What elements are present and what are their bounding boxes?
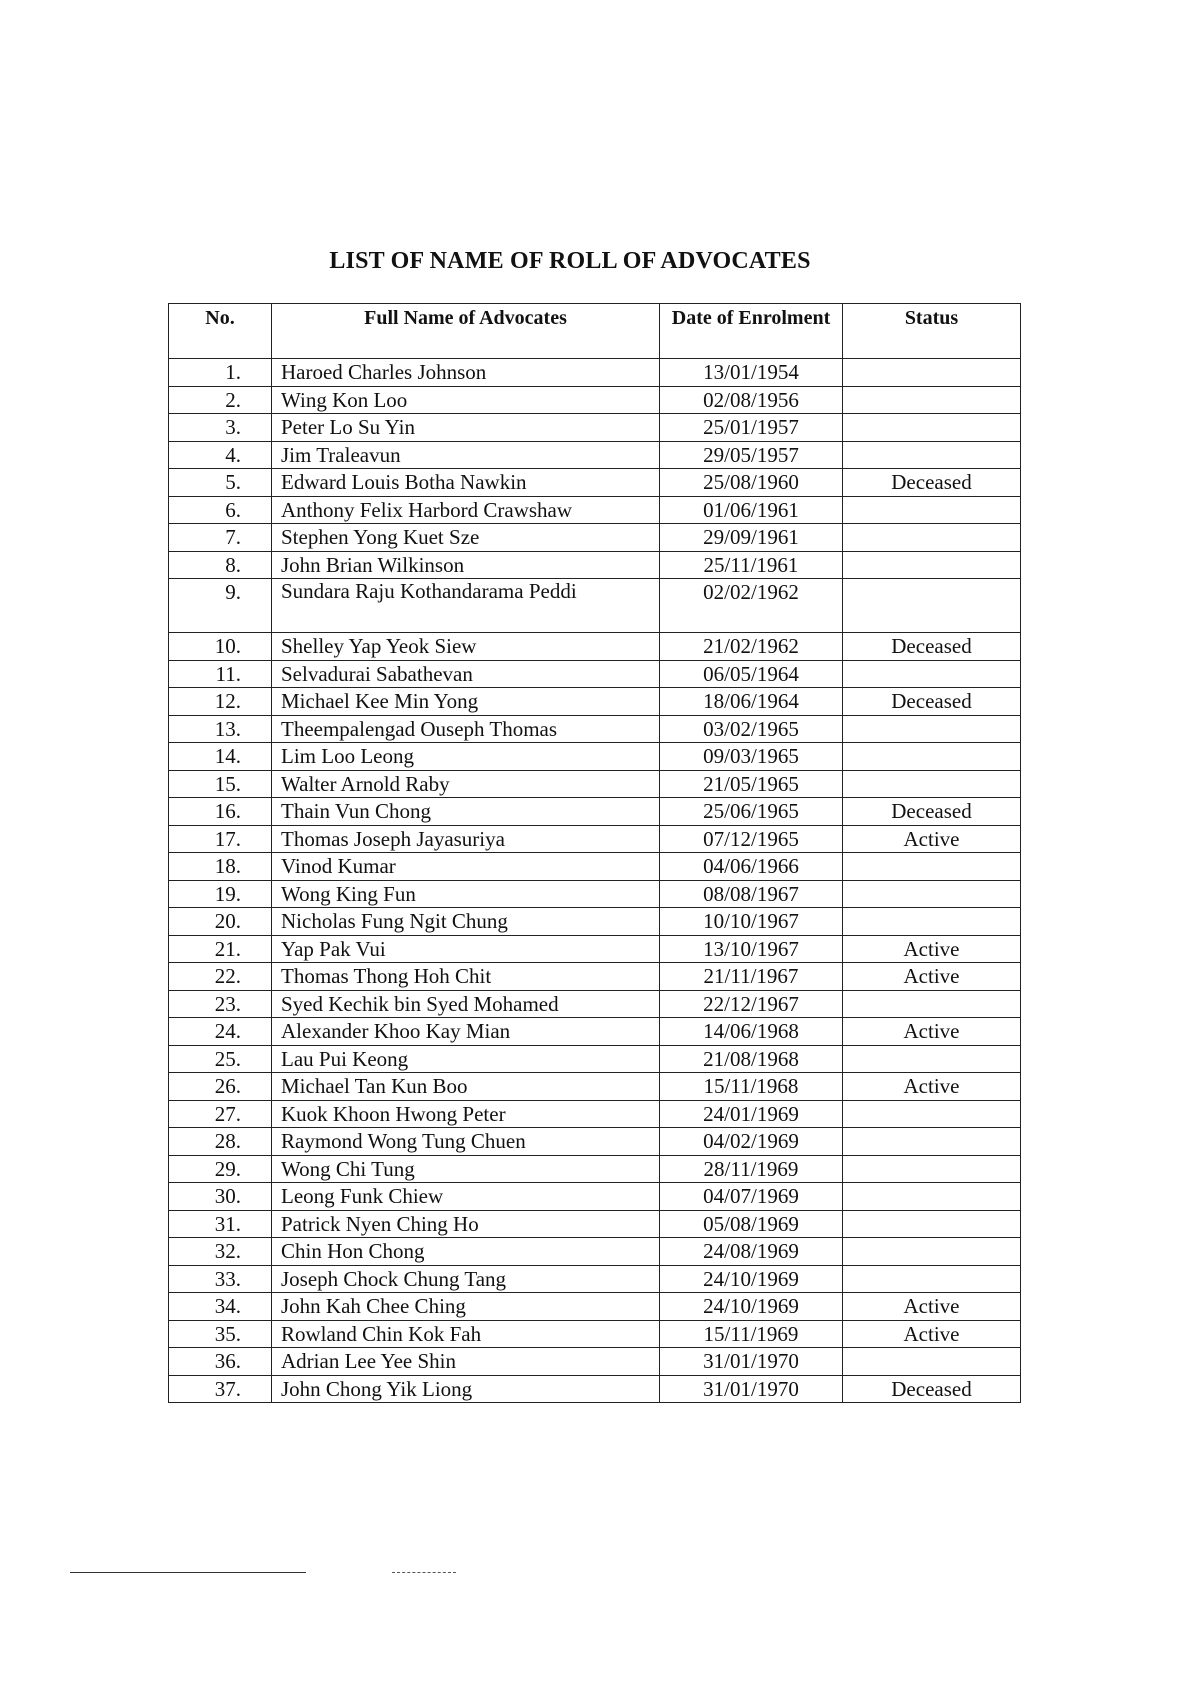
row-number: 18. — [169, 853, 272, 881]
advocate-name: Thain Vun Chong — [272, 798, 660, 826]
status-value: Deceased — [843, 633, 1021, 661]
enrolment-date: 18/06/1964 — [660, 688, 843, 716]
footnote-rule — [70, 1572, 306, 1573]
row-number: 22. — [169, 963, 272, 991]
footnote-dash — [392, 1572, 456, 1573]
status-value: Active — [843, 1320, 1021, 1348]
advocate-name: John Chong Yik Liong — [272, 1375, 660, 1403]
advocate-name: Walter Arnold Raby — [272, 770, 660, 798]
enrolment-date: 15/11/1969 — [660, 1320, 843, 1348]
status-value — [843, 414, 1021, 442]
table-row — [169, 743, 1021, 771]
status-value — [843, 1265, 1021, 1293]
table-row — [169, 770, 1021, 798]
enrolment-date: 02/08/1956 — [660, 386, 843, 414]
enrolment-date: 29/05/1957 — [660, 441, 843, 469]
table-row — [169, 1128, 1021, 1156]
enrolment-date: 14/06/1968 — [660, 1018, 843, 1046]
row-number: 13. — [169, 715, 272, 743]
table-row — [169, 579, 1021, 633]
row-number: 9. — [169, 579, 272, 633]
header-status: Status — [843, 304, 1021, 359]
status-value — [843, 1100, 1021, 1128]
status-value: Active — [843, 963, 1021, 991]
enrolment-date: 21/05/1965 — [660, 770, 843, 798]
table-row — [169, 524, 1021, 552]
enrolment-date: 31/01/1970 — [660, 1348, 843, 1376]
table-row — [169, 1238, 1021, 1266]
enrolment-date: 04/06/1966 — [660, 853, 843, 881]
table-row — [169, 1045, 1021, 1073]
row-number: 25. — [169, 1045, 272, 1073]
advocate-name: Syed Kechik bin Syed Mohamed — [272, 990, 660, 1018]
row-number: 16. — [169, 798, 272, 826]
status-value — [843, 1155, 1021, 1183]
advocate-name: Lau Pui Keong — [272, 1045, 660, 1073]
advocate-name: Edward Louis Botha Nawkin — [272, 469, 660, 497]
advocate-name: Haroed Charles Johnson — [272, 359, 660, 387]
table-row — [169, 825, 1021, 853]
status-value — [843, 441, 1021, 469]
row-number: 37. — [169, 1375, 272, 1403]
status-value — [843, 715, 1021, 743]
table-row — [169, 1100, 1021, 1128]
table-header-row — [169, 304, 1021, 359]
table-row — [169, 551, 1021, 579]
table-row — [169, 469, 1021, 497]
table-row — [169, 908, 1021, 936]
header-full-name: Full Name of Advocates — [272, 304, 660, 359]
status-value: Active — [843, 1293, 1021, 1321]
row-number: 33. — [169, 1265, 272, 1293]
advocate-name: Thomas Thong Hoh Chit — [272, 963, 660, 991]
advocate-name: Joseph Chock Chung Tang — [272, 1265, 660, 1293]
advocate-name: Leong Funk Chiew — [272, 1183, 660, 1211]
table-row — [169, 386, 1021, 414]
row-number: 24. — [169, 1018, 272, 1046]
advocate-name: Selvadurai Sabathevan — [272, 660, 660, 688]
row-number: 23. — [169, 990, 272, 1018]
page-title: LIST OF NAME OF ROLL OF ADVOCATES — [329, 248, 811, 274]
advocate-name: Sundara Raju Kothandarama Peddi — [272, 579, 660, 633]
enrolment-date: 25/08/1960 — [660, 469, 843, 497]
status-value — [843, 496, 1021, 524]
table-row — [169, 496, 1021, 524]
status-value — [843, 551, 1021, 579]
table-row — [169, 1018, 1021, 1046]
advocate-name: Theempalengad Ouseph Thomas — [272, 715, 660, 743]
row-number: 28. — [169, 1128, 272, 1156]
header-no: No. — [169, 304, 272, 359]
advocate-name: Alexander Khoo Kay Mian — [272, 1018, 660, 1046]
status-value — [843, 770, 1021, 798]
advocate-name: Kuok Khoon Hwong Peter — [272, 1100, 660, 1128]
table-row — [169, 853, 1021, 881]
table-row — [169, 935, 1021, 963]
enrolment-date: 06/05/1964 — [660, 660, 843, 688]
table-row — [169, 1183, 1021, 1211]
status-value — [843, 359, 1021, 387]
table-row — [169, 1073, 1021, 1101]
advocate-name: Vinod Kumar — [272, 853, 660, 881]
enrolment-date: 25/01/1957 — [660, 414, 843, 442]
advocates-table — [168, 303, 1021, 1403]
status-value — [843, 880, 1021, 908]
status-value: Deceased — [843, 469, 1021, 497]
table-row — [169, 798, 1021, 826]
enrolment-date: 21/11/1967 — [660, 963, 843, 991]
row-number: 29. — [169, 1155, 272, 1183]
enrolment-date: 24/08/1969 — [660, 1238, 843, 1266]
table-row — [169, 688, 1021, 716]
enrolment-date: 04/07/1969 — [660, 1183, 843, 1211]
row-number: 11. — [169, 660, 272, 688]
row-number: 21. — [169, 935, 272, 963]
row-number: 31. — [169, 1210, 272, 1238]
table-row — [169, 1293, 1021, 1321]
header-date-of-enrolment: Date of Enrolment — [660, 304, 843, 359]
enrolment-date: 21/08/1968 — [660, 1045, 843, 1073]
enrolment-date: 02/02/1962 — [660, 579, 843, 633]
status-value — [843, 579, 1021, 633]
status-value — [843, 743, 1021, 771]
enrolment-date: 09/03/1965 — [660, 743, 843, 771]
status-value: Active — [843, 1073, 1021, 1101]
table-row — [169, 1265, 1021, 1293]
enrolment-date: 24/01/1969 — [660, 1100, 843, 1128]
table-row — [169, 1155, 1021, 1183]
row-number: 4. — [169, 441, 272, 469]
table-row — [169, 359, 1021, 387]
enrolment-date: 01/06/1961 — [660, 496, 843, 524]
table-row — [169, 1348, 1021, 1376]
advocate-name: Michael Kee Min Yong — [272, 688, 660, 716]
advocate-name: Raymond Wong Tung Chuen — [272, 1128, 660, 1156]
advocate-name: Stephen Yong Kuet Sze — [272, 524, 660, 552]
row-number: 5. — [169, 469, 272, 497]
enrolment-date: 22/12/1967 — [660, 990, 843, 1018]
status-value: Active — [843, 935, 1021, 963]
enrolment-date: 25/11/1961 — [660, 551, 843, 579]
advocate-name: Chin Hon Chong — [272, 1238, 660, 1266]
enrolment-date: 07/12/1965 — [660, 825, 843, 853]
row-number: 34. — [169, 1293, 272, 1321]
advocate-name: Rowland Chin Kok Fah — [272, 1320, 660, 1348]
row-number: 20. — [169, 908, 272, 936]
enrolment-date: 21/02/1962 — [660, 633, 843, 661]
row-number: 10. — [169, 633, 272, 661]
advocate-name: Peter Lo Su Yin — [272, 414, 660, 442]
enrolment-date: 04/02/1969 — [660, 1128, 843, 1156]
enrolment-date: 13/10/1967 — [660, 935, 843, 963]
row-number: 26. — [169, 1073, 272, 1101]
status-value — [843, 1238, 1021, 1266]
advocate-name: Patrick Nyen Ching Ho — [272, 1210, 660, 1238]
enrolment-date: 05/08/1969 — [660, 1210, 843, 1238]
enrolment-date: 10/10/1967 — [660, 908, 843, 936]
row-number: 2. — [169, 386, 272, 414]
row-number: 32. — [169, 1238, 272, 1266]
status-value — [843, 524, 1021, 552]
advocate-name: Thomas Joseph Jayasuriya — [272, 825, 660, 853]
row-number: 6. — [169, 496, 272, 524]
advocate-name: Nicholas Fung Ngit Chung — [272, 908, 660, 936]
status-value — [843, 386, 1021, 414]
row-number: 30. — [169, 1183, 272, 1211]
table-row — [169, 1320, 1021, 1348]
advocate-name: John Kah Chee Ching — [272, 1293, 660, 1321]
enrolment-date: 24/10/1969 — [660, 1293, 843, 1321]
enrolment-date: 28/11/1969 — [660, 1155, 843, 1183]
row-number: 17. — [169, 825, 272, 853]
row-number: 8. — [169, 551, 272, 579]
advocate-name: Lim Loo Leong — [272, 743, 660, 771]
status-value: Active — [843, 1018, 1021, 1046]
row-number: 27. — [169, 1100, 272, 1128]
table-row — [169, 1210, 1021, 1238]
status-value: Deceased — [843, 798, 1021, 826]
table-row — [169, 660, 1021, 688]
advocate-name: Shelley Yap Yeok Siew — [272, 633, 660, 661]
advocate-name: Wong King Fun — [272, 880, 660, 908]
enrolment-date: 08/08/1967 — [660, 880, 843, 908]
enrolment-date: 15/11/1968 — [660, 1073, 843, 1101]
row-number: 12. — [169, 688, 272, 716]
status-value — [843, 853, 1021, 881]
table-row — [169, 441, 1021, 469]
advocate-name: Michael Tan Kun Boo — [272, 1073, 660, 1101]
table-row — [169, 414, 1021, 442]
advocate-name: Yap Pak Vui — [272, 935, 660, 963]
table-row — [169, 880, 1021, 908]
enrolment-date: 25/06/1965 — [660, 798, 843, 826]
status-value — [843, 1128, 1021, 1156]
status-value — [843, 1210, 1021, 1238]
table-row — [169, 715, 1021, 743]
status-value: Active — [843, 825, 1021, 853]
enrolment-date: 24/10/1969 — [660, 1265, 843, 1293]
advocates-table-body — [169, 359, 1021, 1403]
status-value — [843, 990, 1021, 1018]
row-number: 36. — [169, 1348, 272, 1376]
status-value — [843, 660, 1021, 688]
row-number: 19. — [169, 880, 272, 908]
advocate-name: Wong Chi Tung — [272, 1155, 660, 1183]
advocate-name: John Brian Wilkinson — [272, 551, 660, 579]
table-row — [169, 633, 1021, 661]
status-value: Deceased — [843, 688, 1021, 716]
status-value — [843, 1348, 1021, 1376]
row-number: 14. — [169, 743, 272, 771]
status-value — [843, 1183, 1021, 1211]
row-number: 7. — [169, 524, 272, 552]
advocate-name: Adrian Lee Yee Shin — [272, 1348, 660, 1376]
table-row — [169, 963, 1021, 991]
table-row — [169, 1375, 1021, 1403]
enrolment-date: 31/01/1970 — [660, 1375, 843, 1403]
row-number: 3. — [169, 414, 272, 442]
enrolment-date: 03/02/1965 — [660, 715, 843, 743]
row-number: 35. — [169, 1320, 272, 1348]
enrolment-date: 29/09/1961 — [660, 524, 843, 552]
status-value: Deceased — [843, 1375, 1021, 1403]
row-number: 1. — [169, 359, 272, 387]
table-row — [169, 990, 1021, 1018]
enrolment-date: 13/01/1954 — [660, 359, 843, 387]
status-value — [843, 1045, 1021, 1073]
advocate-name: Wing Kon Loo — [272, 386, 660, 414]
status-value — [843, 908, 1021, 936]
advocate-name: Jim Traleavun — [272, 441, 660, 469]
row-number: 15. — [169, 770, 272, 798]
advocate-name: Anthony Felix Harbord Crawshaw — [272, 496, 660, 524]
